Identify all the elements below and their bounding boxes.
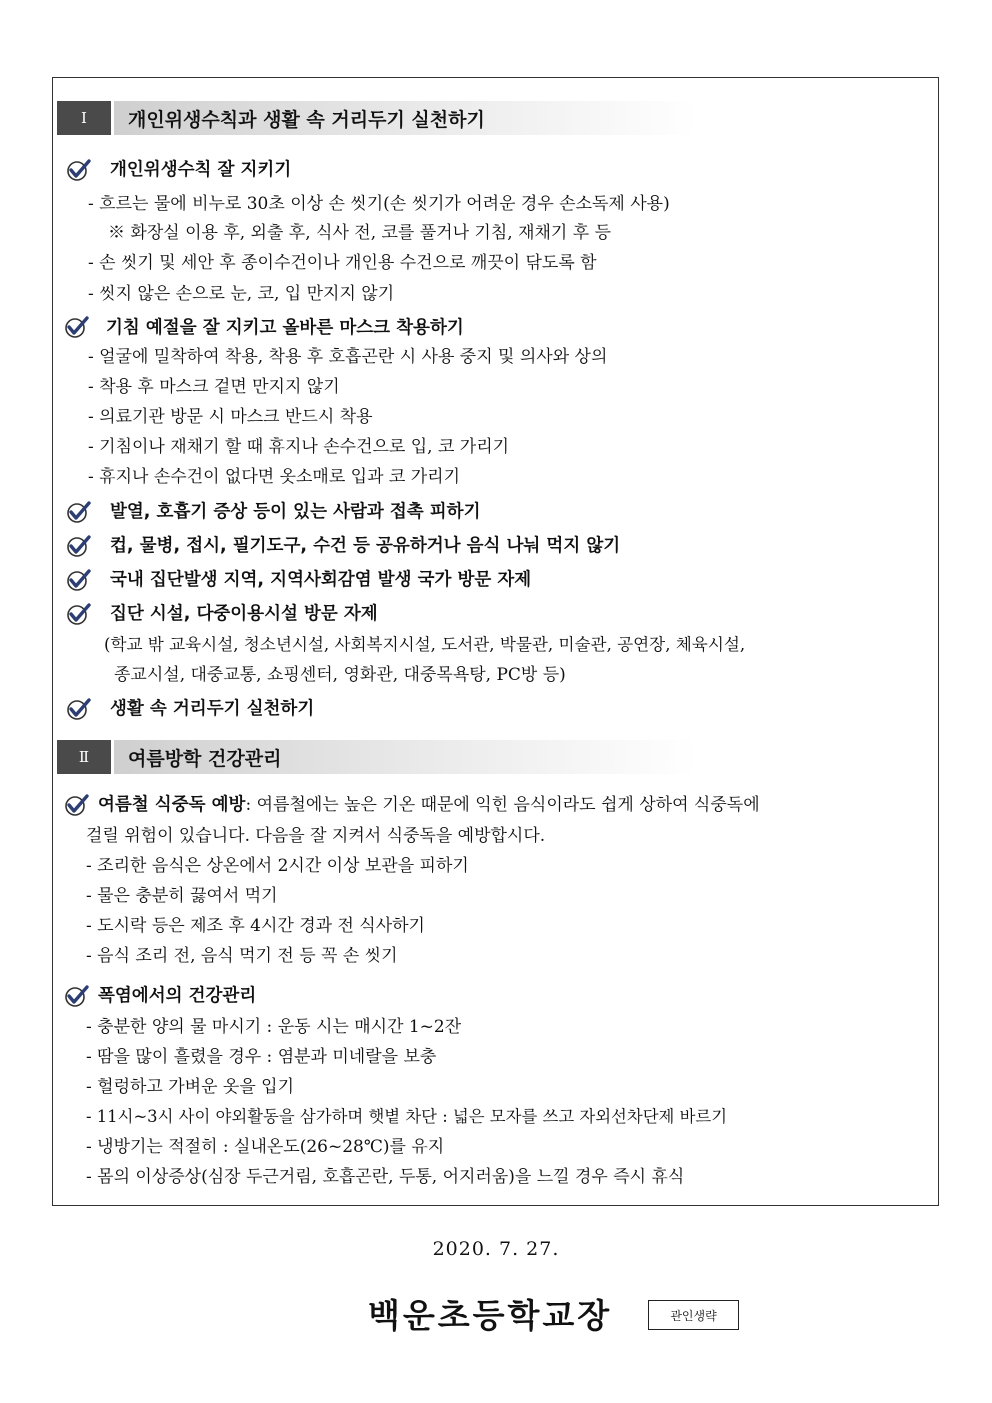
list-item: - 헐렁하고 가벼운 옷을 입기	[86, 1077, 295, 1097]
bullet-heading: 컵, 물병, 접시, 필기도구, 수건 등 공유하거나 음식 나눠 먹지 않기	[110, 536, 621, 556]
food-poisoning-text: : 여름철에는 높은 기온 때문에 익힌 음식이라도 쉽게 상하여 식중독에	[245, 795, 760, 815]
principal-signature: 백운초등학교장	[368, 1296, 613, 1335]
check-icon	[64, 315, 90, 339]
list-item: - 조리한 음식은 상온에서 2시간 이상 보관을 피하기	[86, 856, 469, 876]
list-item: - 11시~3시 사이 야외활동을 삼가하며 햇볕 차단 : 넓은 모자를 쓰고 자외선차단제 바르기	[86, 1107, 728, 1126]
check-icon	[66, 500, 92, 524]
check-icon	[64, 793, 90, 817]
check-icon	[66, 602, 92, 626]
section-2-title: 여름방학 건강관리	[111, 740, 697, 774]
facility-list: 종교시설, 대중교통, 쇼핑센터, 영화관, 대중목욕탕, PC방 등)	[114, 665, 566, 685]
list-item: - 냉방기는 적절히 : 실내온도(26~28℃)를 유지	[86, 1137, 445, 1157]
list-item: - 손 씻기 및 세안 후 종이수건이나 개인용 수건으로 깨끗이 닦도록 함	[88, 253, 597, 273]
list-item: - 몸의 이상증상(심장 두근거림, 호흡곤란, 두통, 어지러움)을 느낄 경우 즉시 휴식	[86, 1167, 685, 1187]
check-icon	[66, 697, 92, 721]
note-item: ※ 화장실 이용 후, 외출 후, 식사 전, 코를 풀거나 기침, 재채기 후 등	[108, 223, 611, 243]
check-icon	[66, 534, 92, 558]
list-item: - 얼굴에 밀착하여 착용, 착용 후 호흡곤란 시 사용 중지 및 의사와 상의	[88, 347, 608, 367]
bullet-heading: 개인위생수칙 잘 지키기	[110, 160, 292, 180]
list-item: - 기침이나 재채기 할 때 휴지나 손수건으로 입, 코 가리기	[88, 437, 510, 457]
check-icon	[64, 984, 90, 1008]
list-item: - 충분한 양의 물 마시기 : 운동 시는 매시간 1~2잔	[86, 1017, 462, 1037]
facility-list: (학교 밖 교육시설, 청소년시설, 사회복지시설, 도서관, 박물관, 미술관, 공연장, 체육시설,	[104, 635, 746, 654]
bullet-heading: 생활 속 거리두기 실천하기	[110, 699, 315, 719]
check-icon	[66, 158, 92, 182]
list-item: - 의료기관 방문 시 마스크 반드시 착용	[88, 407, 373, 427]
bullet-heading: 기침 예절을 잘 지키고 올바른 마스크 착용하기	[106, 318, 464, 338]
list-item: - 물은 충분히 끓여서 먹기	[86, 886, 278, 906]
list-item: - 도시락 등은 제조 후 4시간 경과 전 식사하기	[86, 916, 425, 936]
section-1-header	[57, 101, 697, 135]
bullet-heading: 발열, 호흡기 증상 등이 있는 사람과 접촉 피하기	[110, 502, 481, 522]
check-icon	[66, 568, 92, 592]
list-item: - 땀을 많이 흘렸을 경우 : 염분과 미네랄을 보충	[86, 1047, 437, 1067]
bullet-heading: 국내 집단발생 지역, 지역사회감염 발생 국가 방문 자제	[110, 570, 532, 590]
list-item: - 음식 조리 전, 음식 먹기 전 등 꼭 손 씻기	[86, 946, 398, 966]
section-2-number: Ⅱ	[57, 740, 111, 774]
list-item: - 휴지나 손수건이 없다면 옷소매로 입과 코 가리기	[88, 467, 461, 487]
list-item: - 흐르는 물에 비누로 30초 이상 손 씻기(손 씻기가 어려운 경우 손소독제 사용)	[88, 194, 670, 214]
list-item: - 착용 후 마스크 겉면 만지지 않기	[88, 377, 340, 397]
issue-date: 2020. 7. 27.	[432, 1238, 560, 1260]
food-poisoning-intro	[98, 794, 760, 816]
list-item: - 씻지 않은 손으로 눈, 코, 입 만지지 않기	[88, 284, 395, 304]
section-1-number: Ⅰ	[57, 101, 111, 135]
food-poisoning-heading: 여름철 식중독 예방	[98, 795, 246, 815]
food-poisoning-text-cont: 걸릴 위험이 있습니다. 다음을 잘 지켜서 식중독을 예방합시다.	[86, 826, 546, 846]
section-2-header	[57, 740, 697, 774]
section-1-title: 개인위생수칙과 생활 속 거리두기 실천하기	[111, 101, 697, 135]
bullet-heading: 폭염에서의 건강관리	[98, 986, 257, 1006]
bullet-heading: 집단 시설, 다중이용시설 방문 자제	[110, 604, 378, 624]
seal-omitted-box: 관인생략	[648, 1300, 739, 1330]
